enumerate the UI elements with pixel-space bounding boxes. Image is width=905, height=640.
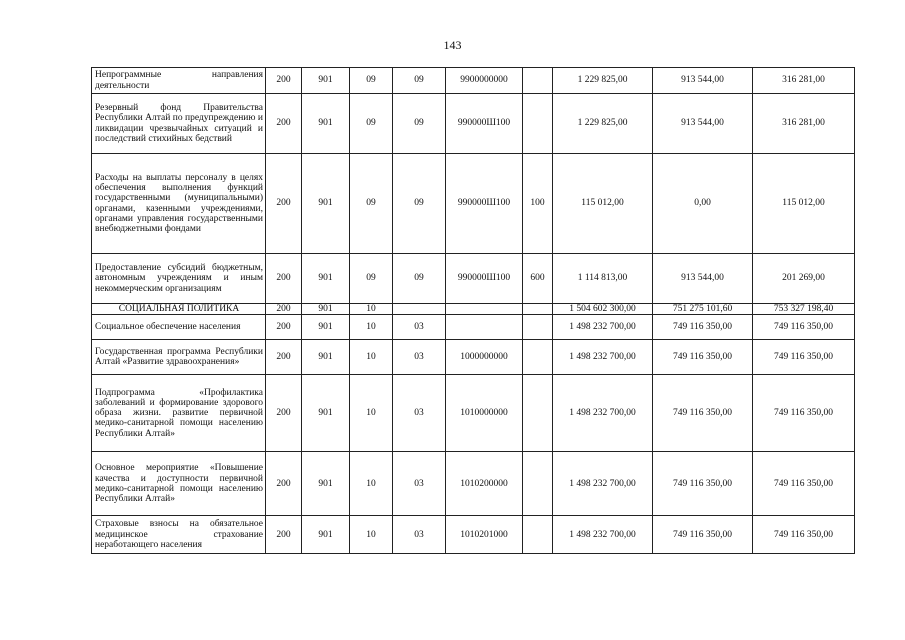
- expense-type-cell: [523, 315, 553, 340]
- section-code-cell: 09: [350, 68, 393, 94]
- subsection-code-cell: [393, 304, 446, 315]
- target-article-cell: 1010201000: [446, 516, 523, 554]
- target-article-cell: 990000Ш100: [446, 154, 523, 254]
- target-article-cell: 1010000000: [446, 375, 523, 452]
- section-code-cell: 09: [350, 254, 393, 304]
- expense-type-cell: [523, 452, 553, 516]
- admin-code-cell: 200: [266, 304, 302, 315]
- subsection-code-cell: 09: [393, 94, 446, 154]
- amount-federal-cell: 913 544,00: [653, 68, 753, 94]
- target-article-cell: 990000Ш100: [446, 254, 523, 304]
- subsection-code-cell: 09: [393, 68, 446, 94]
- table-row: [92, 516, 855, 554]
- amount-regional-cell: 201 269,00: [753, 254, 855, 304]
- section-code-cell: 10: [350, 516, 393, 554]
- expense-type-cell: 100: [523, 154, 553, 254]
- table-row: [92, 340, 855, 375]
- table-row: [92, 375, 855, 452]
- admin-code-cell: 200: [266, 340, 302, 375]
- subsection-code-cell: 03: [393, 516, 446, 554]
- admin-code-cell: 200: [266, 94, 302, 154]
- target-article-cell: [446, 315, 523, 340]
- ministry-code-cell: 901: [302, 68, 350, 94]
- section-code-cell: 10: [350, 452, 393, 516]
- target-article-cell: 1000000000: [446, 340, 523, 375]
- amount-federal-cell: 749 116 350,00: [653, 340, 753, 375]
- amount-federal-cell: 913 544,00: [653, 94, 753, 154]
- ministry-code-cell: 901: [302, 315, 350, 340]
- amount-total-cell: 1 229 825,00: [553, 68, 653, 94]
- admin-code-cell: 200: [266, 452, 302, 516]
- table-row: [92, 94, 855, 154]
- subsection-code-cell: 09: [393, 154, 446, 254]
- subsection-code-cell: 03: [393, 340, 446, 375]
- page-number: 143: [443, 38, 462, 52]
- row-name-cell: Государственная программа Республики Алтай «Развитие здравоохранения»: [92, 340, 266, 375]
- amount-total-cell: 1 114 813,00: [553, 254, 653, 304]
- amount-regional-cell: 749 116 350,00: [753, 340, 855, 375]
- amount-regional-cell: 749 116 350,00: [753, 315, 855, 340]
- expense-type-cell: [523, 516, 553, 554]
- ministry-code-cell: 901: [302, 452, 350, 516]
- admin-code-cell: 200: [266, 68, 302, 94]
- table-row: [92, 68, 855, 94]
- amount-federal-cell: 749 116 350,00: [653, 452, 753, 516]
- amount-federal-cell: 749 116 350,00: [653, 375, 753, 452]
- ministry-code-cell: 901: [302, 254, 350, 304]
- section-code-cell: 10: [350, 340, 393, 375]
- subsection-code-cell: 03: [393, 452, 446, 516]
- subsection-code-cell: 03: [393, 315, 446, 340]
- expense-type-cell: 600: [523, 254, 553, 304]
- amount-total-cell: 1 498 232 700,00: [553, 375, 653, 452]
- admin-code-cell: 200: [266, 254, 302, 304]
- amount-total-cell: 1 498 232 700,00: [553, 452, 653, 516]
- admin-code-cell: 200: [266, 315, 302, 340]
- amount-federal-cell: 913 544,00: [653, 254, 753, 304]
- table-row: [92, 452, 855, 516]
- amount-regional-cell: 749 116 350,00: [753, 375, 855, 452]
- amount-federal-cell: 749 116 350,00: [653, 315, 753, 340]
- amount-total-cell: 1 229 825,00: [553, 94, 653, 154]
- ministry-code-cell: 901: [302, 94, 350, 154]
- ministry-code-cell: 901: [302, 516, 350, 554]
- row-name-cell: Социальное обеспечение населения: [92, 315, 266, 340]
- ministry-code-cell: 901: [302, 304, 350, 315]
- target-article-cell: 1010200000: [446, 452, 523, 516]
- subsection-code-cell: 03: [393, 375, 446, 452]
- amount-federal-cell: 751 275 101,60: [653, 304, 753, 315]
- budget-table: [91, 67, 855, 554]
- amount-total-cell: 1 504 602 300,00: [553, 304, 653, 315]
- row-name-cell: Расходы на выплаты персоналу в целях обеспечения выполнения функций государственными (муниципальными) органами, казенными учреждениями, органами управления государственными внебюджетными фондами: [92, 154, 266, 254]
- admin-code-cell: 200: [266, 516, 302, 554]
- amount-regional-cell: 316 281,00: [753, 94, 855, 154]
- ministry-code-cell: 901: [302, 375, 350, 452]
- section-code-cell: 09: [350, 94, 393, 154]
- row-name-cell: Страховые взносы на обязательное медицинское страхование неработающего населения: [92, 516, 266, 554]
- amount-federal-cell: 0,00: [653, 154, 753, 254]
- table-row: [92, 254, 855, 304]
- table-row: [92, 315, 855, 340]
- target-article-cell: 9900000000: [446, 68, 523, 94]
- admin-code-cell: 200: [266, 375, 302, 452]
- amount-federal-cell: 749 116 350,00: [653, 516, 753, 554]
- amount-regional-cell: 316 281,00: [753, 68, 855, 94]
- amount-total-cell: 1 498 232 700,00: [553, 516, 653, 554]
- admin-code-cell: 200: [266, 154, 302, 254]
- amount-regional-cell: 749 116 350,00: [753, 452, 855, 516]
- expense-type-cell: [523, 68, 553, 94]
- expense-type-cell: [523, 375, 553, 452]
- row-name-cell: СОЦИАЛЬНАЯ ПОЛИТИКА: [92, 304, 266, 315]
- row-name-cell: Резервный фонд Правительства Республики Алтай по предупреждению и ликвидации чрезвычайных ситуаций и последствий стихийных бедствий: [92, 94, 266, 154]
- amount-regional-cell: 749 116 350,00: [753, 516, 855, 554]
- table-row: [92, 304, 855, 315]
- expense-type-cell: [523, 304, 553, 315]
- amount-regional-cell: 115 012,00: [753, 154, 855, 254]
- section-code-cell: 10: [350, 315, 393, 340]
- section-code-cell: 09: [350, 154, 393, 254]
- amount-total-cell: 1 498 232 700,00: [553, 315, 653, 340]
- amount-total-cell: 115 012,00: [553, 154, 653, 254]
- amount-regional-cell: 753 327 198,40: [753, 304, 855, 315]
- expense-type-cell: [523, 94, 553, 154]
- row-name-cell: Основное мероприятие «Повышение качества и доступности первичной медико-санитарной помощи населению Республики Алтай»: [92, 452, 266, 516]
- section-code-cell: 10: [350, 304, 393, 315]
- row-name-cell: Предоставление субсидий бюджетным, автономным учреждениям и иным некоммерческим организациям: [92, 254, 266, 304]
- ministry-code-cell: 901: [302, 154, 350, 254]
- amount-total-cell: 1 498 232 700,00: [553, 340, 653, 375]
- row-name-cell: Подпрограмма «Профилактика заболеваний и формирование здорового образа жизни. развитие первичной медико-санитарной помощи населению Республики Алтай»: [92, 375, 266, 452]
- target-article-cell: 990000Ш100: [446, 94, 523, 154]
- row-name-cell: Непрограммные направления деятельности: [92, 68, 266, 94]
- subsection-code-cell: 09: [393, 254, 446, 304]
- target-article-cell: [446, 304, 523, 315]
- table-row: [92, 154, 855, 254]
- section-code-cell: 10: [350, 375, 393, 452]
- expense-type-cell: [523, 340, 553, 375]
- ministry-code-cell: 901: [302, 340, 350, 375]
